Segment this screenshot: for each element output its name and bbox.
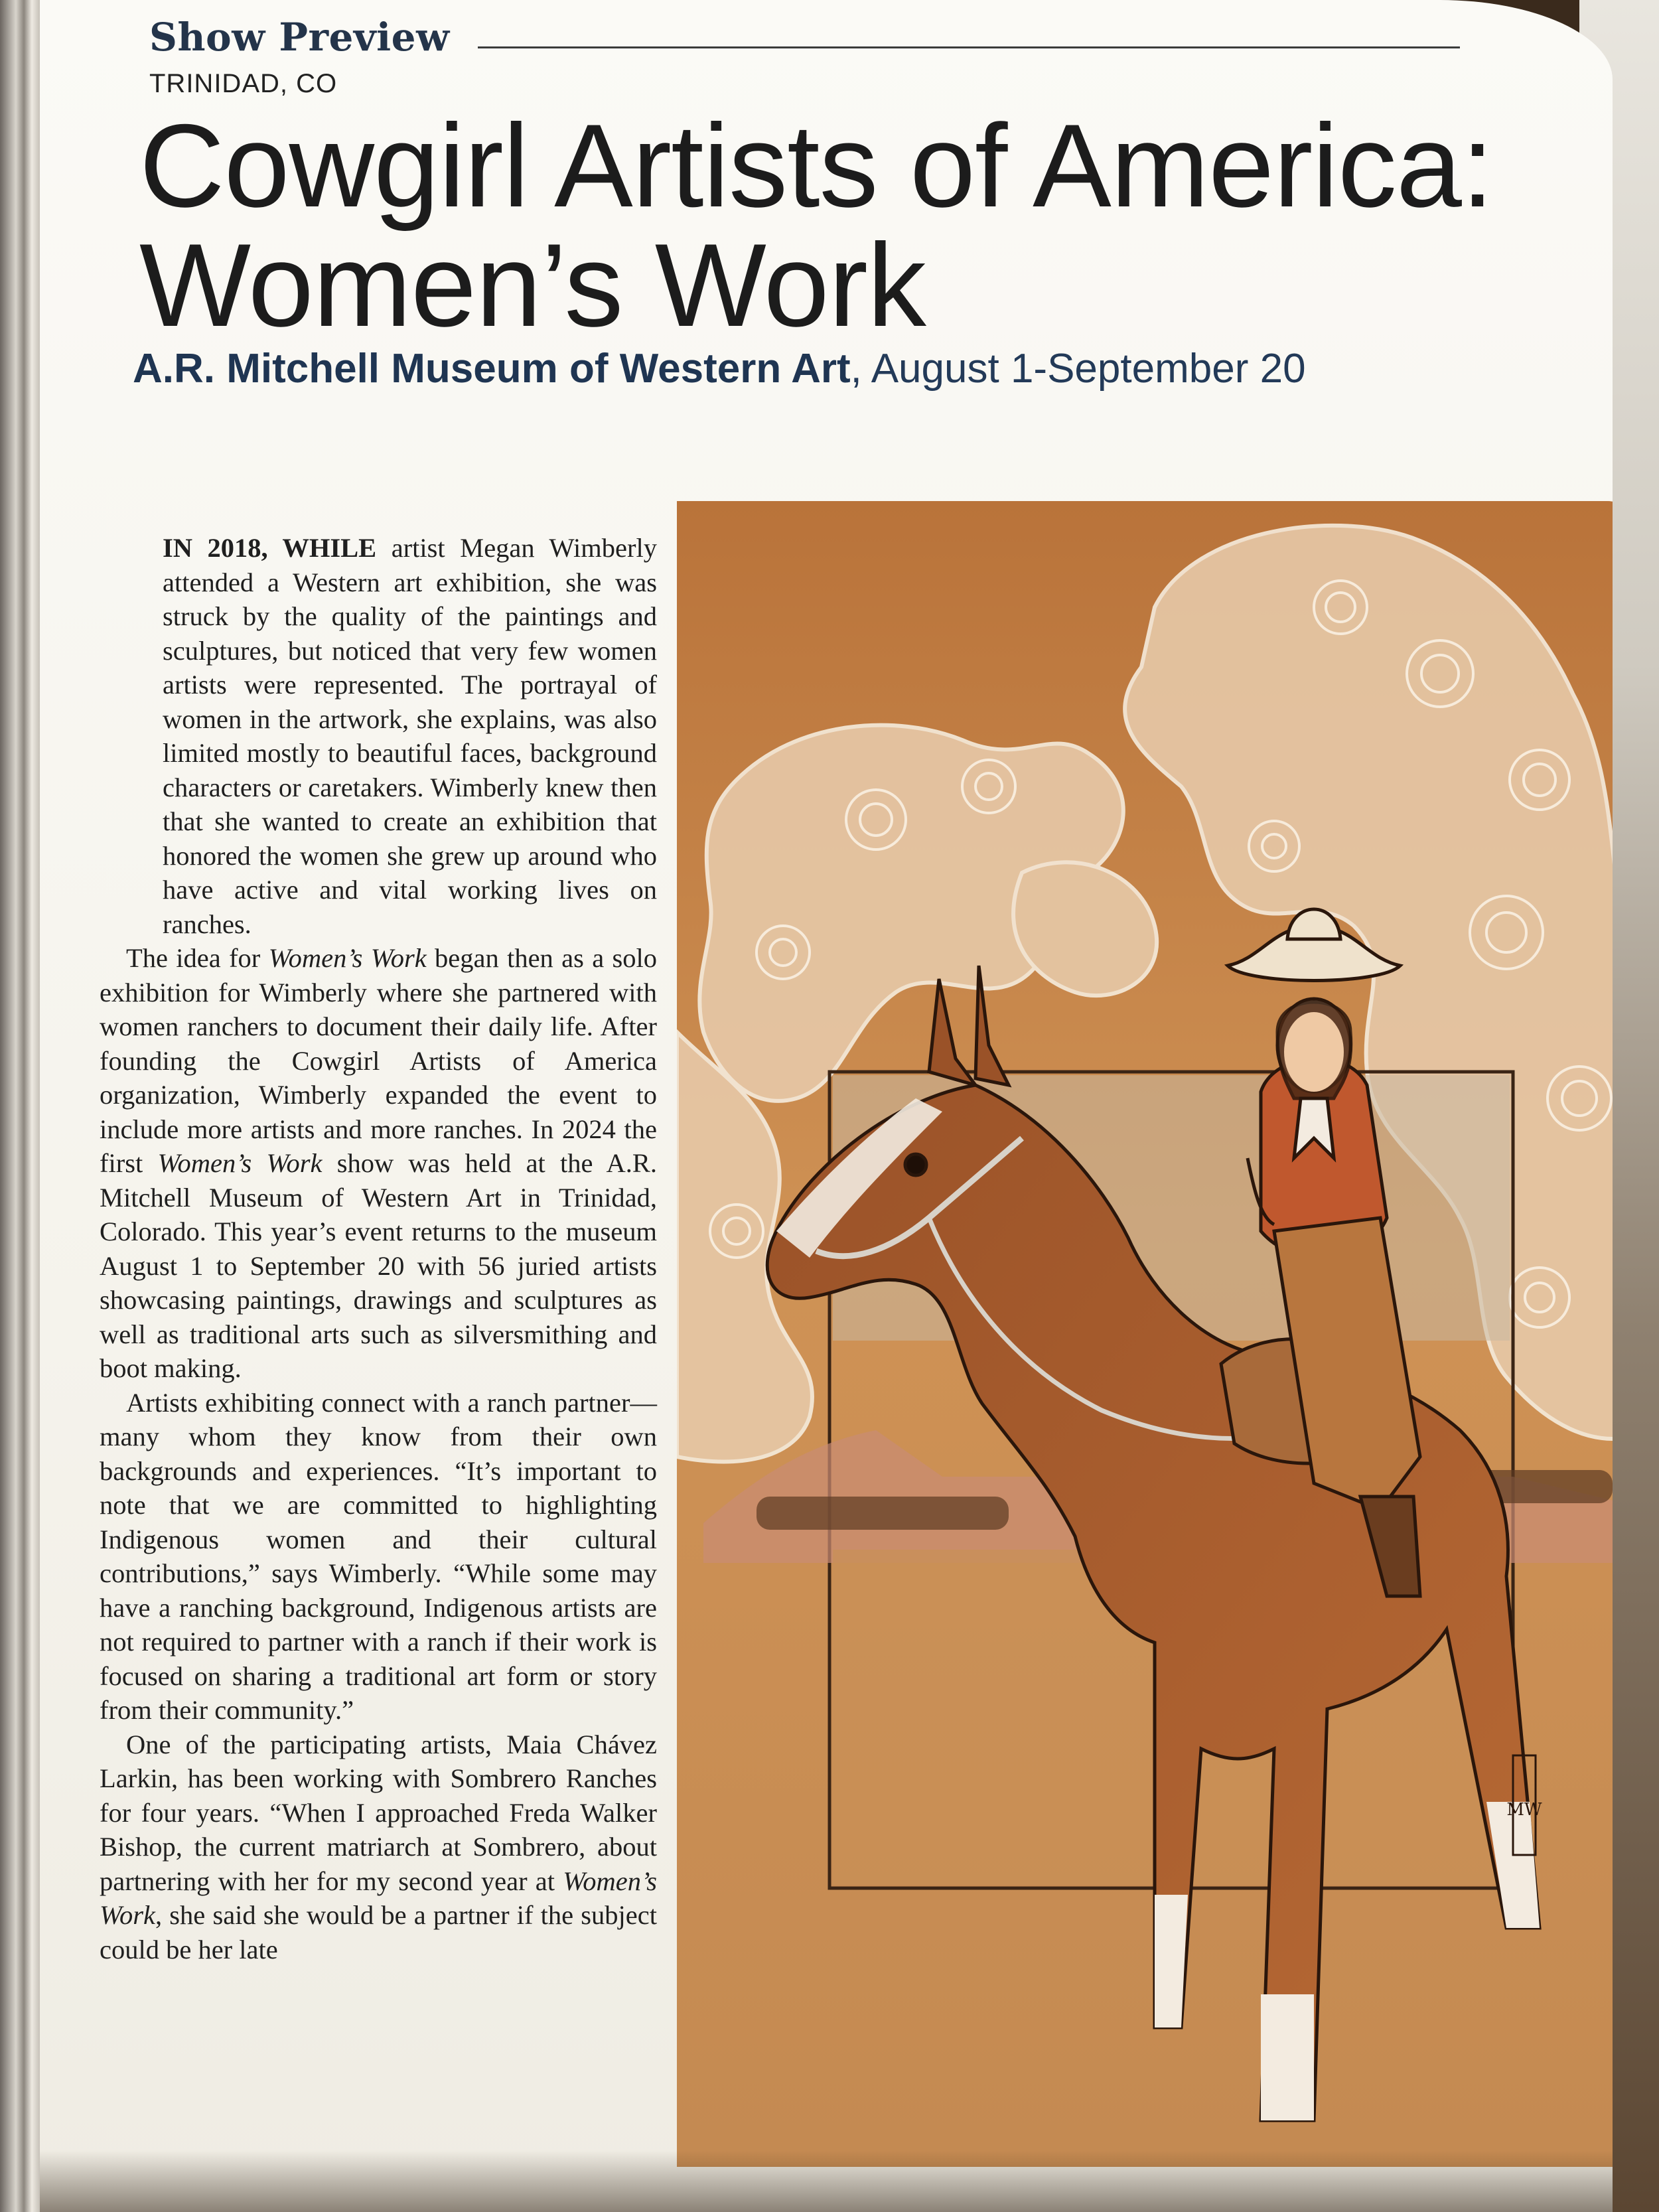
article-subhead: [133, 345, 1306, 392]
paragraph-2: [100, 941, 657, 1386]
article-headline: [139, 100, 1533, 351]
paragraph-2-text-a: The idea for: [126, 943, 269, 973]
artwork-illustration: [677, 501, 1613, 2167]
artist-monogram: MW: [1506, 1800, 1542, 1820]
page-bottom-shadow: [40, 2150, 1613, 2212]
magazine-page: [40, 0, 1613, 2212]
paragraph-2-text-b: began then as a solo exhibition for Wimberly where she partnered with women ranchers to document their daily life. After founding the Cowgirl Artists of America organization, Wimberly expanded the event to include more artists and more ranches. In 2024 the first: [100, 943, 658, 1178]
paragraph-2-text-c: show was held at the A.R. Mitchell Museum of Western Art in Trinidad, Colorado. This year’s event returns to the museum August 1 to September 20 with 56 juried artists showcasing paintings, drawings and sculptures as well as traditional arts such as silversmithing and boot making.: [100, 1148, 657, 1383]
featured-artwork-cowgirl-on-horse: [677, 501, 1613, 2167]
paragraph-4-text-b: , she said she would be a partner if the subject could be her late: [100, 1900, 657, 1964]
paragraph-4: [100, 1728, 657, 1967]
exhibition-title: Women’s Work: [157, 1148, 323, 1178]
headline-line-2: Women’s Work: [139, 219, 926, 351]
exhibition-title: Women’s Work: [100, 1866, 657, 1930]
paragraph-1-text: artist Megan Wimberly attended a Western art exhibition, she was struck by the quality of the paintings and sculptures, but noticed that very few women artists were represented. The portrayal of women in the artwork, she explains, was also limited mostly to beautiful faces, background characters or caretakers. Wimberly knew then that she wanted to create an exhibition that honored the women she grew up around who have active and vital working lives on ranches.: [163, 533, 657, 939]
paragraph-4-text-a: One of the participating artists, Maia Chávez Larkin, has been working with Sombrero Ranches for four years. “When I approached Freda Walker Bishop, the current matriarch at Sombrero, about partnering with her for my second year at: [100, 1729, 657, 1896]
headline-line-1: Cowgirl Artists of America:: [139, 100, 1494, 232]
paragraph-3: Artists exhibiting connect with a ranch partner—many whom they know from their own backgrounds and experiences. “It’s important to note that we are committed to highlighting Indigenous women and their cultural contributions,” says Wimberly. “While some may have a ranching background, Indigenous artists are not required to partner with a ranch if their work is focused on sharing a traditional art form or story from their community.”: [100, 1387, 657, 1725]
article-body: [100, 531, 657, 1966]
kicker-rule-divider: [478, 46, 1460, 48]
dateline-location: TRINIDAD, CO: [149, 69, 338, 98]
lead-in: IN 2018, WHILE: [163, 533, 377, 563]
exhibition-title: Women’s Work: [268, 943, 427, 973]
venue-name: A.R. Mitchell Museum of Western Art: [133, 346, 851, 392]
show-dates: , August 1-September 20: [850, 346, 1306, 392]
section-kicker: Show Preview: [149, 15, 450, 60]
paragraph-1: [100, 531, 657, 941]
